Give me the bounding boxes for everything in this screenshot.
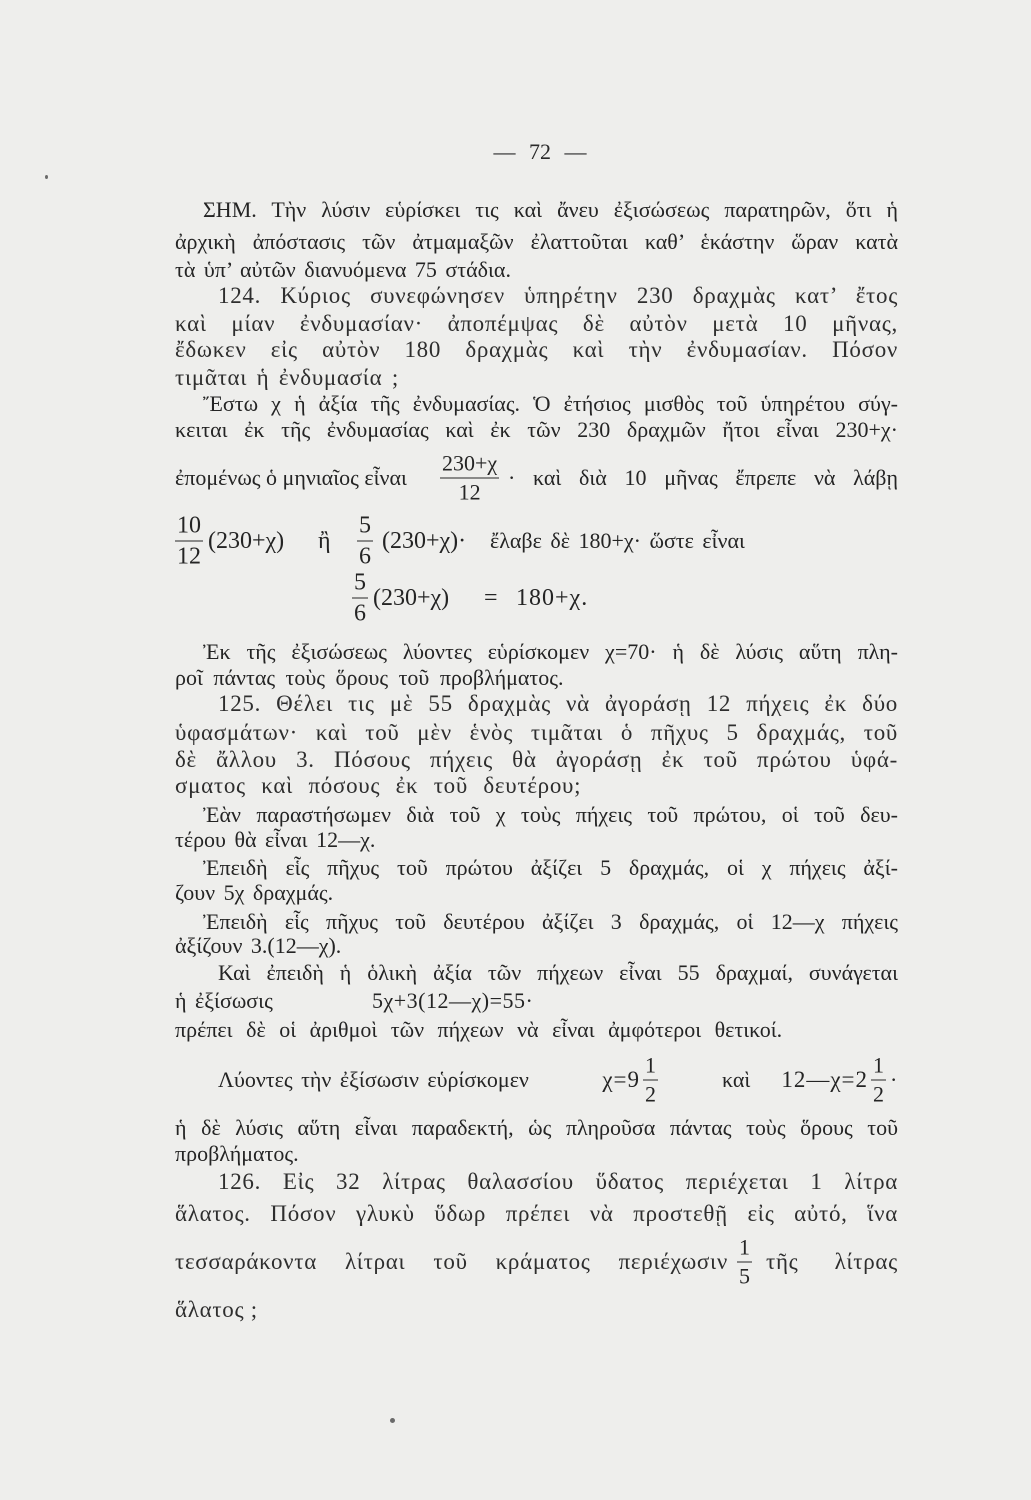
- fraction: [737, 1234, 752, 1289]
- problem-statement-line: 125. Θέλει τις μὲ 55 δραχμὰς νὰ ἀγοράσῃ 12 πήχεις ἐκ δύο: [218, 691, 898, 716]
- fraction-denominator: 5: [739, 1263, 750, 1289]
- problem-statement-line: 124. Κύριος συνεφώνησεν ὑπηρέτην 230 δραχμὰς κατ’ ἔτος: [218, 283, 898, 308]
- solution-line: ἡ ἐξίσωσις: [175, 988, 273, 1013]
- problem-statement-line: 126. Εἰς 32 λίτρας θαλασσίου ὕδατος περιέχεται 1 λίτρα: [218, 1169, 898, 1194]
- problem-statement-line: σματος καὶ πόσους ἐκ τοῦ δευτέρου;: [175, 773, 582, 798]
- text-segment: Λύοντες τὴν ἐξίσωσιν εὑρίσκομεν: [218, 1067, 529, 1092]
- equation: 5χ+3(12—χ)=55·: [372, 988, 534, 1013]
- note-line: τὰ ὑπ’ αὐτῶν διανυόμενα 75 στάδια.: [175, 257, 511, 282]
- solution-line: κειται ἐκ τῆς ἐνδυμασίας καὶ ἐκ τῶν 230 δραχμῶν ἤτοι εἶναι 230+χ·: [175, 417, 898, 442]
- equation-line: [0, 448, 1031, 508]
- fraction-numerator: 1: [643, 1055, 658, 1081]
- equation-line: [0, 1050, 1031, 1110]
- fraction-denominator: 12: [177, 543, 201, 570]
- text-segment: (230+χ): [373, 585, 450, 611]
- text-segment: τεσσαράκοντα λίτραι τοῦ κράματος περιέχωσιν: [175, 1249, 728, 1274]
- solution-line: ἡ δὲ λύσις αὕτη εἶναι παραδεκτή, ὡς πληροῦσα πάντας τοὺς ὅρους τοῦ: [175, 1115, 898, 1140]
- solution-line: Ἐὰν παραστήσωμεν διὰ τοῦ χ τοὺς πήχεις τοῦ πρώτου, οἱ τοῦ δευ-: [203, 802, 898, 827]
- fraction: [643, 1052, 658, 1107]
- fraction-numerator: 5: [357, 514, 373, 542]
- problem-statement-line: ὑφασμάτων· καὶ τοῦ μὲν ἑνὸς τιμᾶται ὁ πῆχυς 5 δραχμάς, τοῦ: [175, 720, 898, 745]
- text-segment: ·: [890, 1067, 898, 1092]
- solution-line: πρέπει δὲ οἱ ἀριθμοὶ τῶν πήχεων νὰ εἶναι ἀμφότεροι θετικοί.: [175, 1017, 783, 1042]
- solution-line: ἀξίζουν 3.(12—χ).: [175, 933, 342, 958]
- fraction-numerator: 10: [175, 514, 203, 542]
- text-segment: καὶ: [722, 1067, 751, 1092]
- text-segment: ἐπομένως ὁ μηνιαῖος εἶναι: [175, 465, 407, 490]
- solution-line: ζουν 5χ δραχμάς.: [175, 880, 334, 905]
- text-segment: 12—χ=2: [781, 1067, 868, 1092]
- note-line: ΣΗΜ. Τὴν λύσιν εὑρίσκει τις καὶ ἄνευ ἐξισώσεως παρατηρῶν, ὅτι ἡ: [203, 197, 898, 222]
- solution-line: Ἔστω χ ἡ ἀξία τῆς ἐνδυμασίας. Ὁ ἐτήσιος μισθὸς τοῦ ὑπηρέτου σύγ-: [203, 391, 898, 416]
- fraction: [871, 1052, 886, 1107]
- fraction-numerator: 1: [737, 1237, 752, 1263]
- fraction-numerator: 1: [871, 1055, 886, 1081]
- problem-statement-line: τιμᾶται ἡ ἐνδυμασία ;: [175, 365, 399, 390]
- text-segment: (230+χ)·: [382, 528, 467, 554]
- text-segment: ἢ: [318, 528, 331, 554]
- fraction-denominator: 6: [359, 543, 371, 570]
- fraction: [440, 450, 499, 505]
- problem-statement-line: ἅλατος ;: [175, 1297, 258, 1322]
- text-segment: 180+χ.: [516, 585, 589, 611]
- fraction-denominator: 12: [458, 479, 481, 505]
- fraction: [175, 514, 203, 569]
- problem-statement-line: ἅλατος. Πόσον γλυκὺ ὕδωρ πρέπει νὰ προστεθῇ εἰς αὐτό, ἵνα: [175, 1201, 898, 1226]
- scan-speck: [45, 175, 48, 179]
- fraction-numerator: 230+χ: [440, 453, 499, 479]
- text-segment: χ=9: [602, 1067, 640, 1092]
- fraction-denominator: 2: [873, 1081, 884, 1107]
- solution-line: Ἐπειδὴ εἷς πῆχυς τοῦ πρώτου ἀξίζει 5 δραχμάς, οἱ χ πήχεις ἀξί-: [203, 855, 898, 880]
- solution-line: Ἐπειδὴ εἷς πῆχυς τοῦ δευτέρου ἀξίζει 3 δραχμάς, οἱ 12—χ πήχεις: [203, 909, 898, 934]
- fraction-numerator: 5: [352, 571, 368, 599]
- equation-line: [0, 511, 1031, 571]
- equals-sign: =: [484, 585, 498, 611]
- solution-line: Καὶ ἐπειδὴ ἡ ὁλικὴ ἀξία τῶν πήχεων εἶναι 55 δραχμαί, συνάγεται: [218, 960, 898, 985]
- fraction: [352, 571, 368, 626]
- problem-statement-line: καὶ μίαν ἐνδυμασίαν· ἀποπέμψας δὲ αὐτὸν μετὰ 10 μῆνας,: [175, 311, 898, 336]
- solution-line: προβλήματος.: [175, 1141, 299, 1166]
- page-number: — 72 —: [493, 139, 587, 164]
- text-segment: · καὶ διὰ 10 μῆνας ἔπρεπε νὰ λάβῃ: [508, 465, 898, 490]
- fraction-denominator: 6: [354, 600, 366, 627]
- text-segment: τῆς λίτρας: [766, 1249, 898, 1274]
- problem-statement-line: ἔδωκεν εἰς αὐτὸν 180 δραχμὰς καὶ τὴν ἐνδυμασίαν. Πόσον: [175, 337, 898, 362]
- fraction: [357, 514, 373, 569]
- note-line: ἀρχικὴ ἀπόστασις τῶν ἀτμαμαξῶν ἐλαττοῦται καθ’ ἑκάστην ὥραν κατὰ: [175, 229, 898, 254]
- solution-line: τέρου θὰ εἶναι 12—χ.: [175, 827, 376, 852]
- solution-line: ροῖ πάντας τοὺς ὅρους τοῦ προβλήματος.: [175, 665, 564, 690]
- text-segment: (230+χ): [208, 528, 285, 554]
- solution-line: Ἐκ τῆς ἐξισώσεως λύοντες εὑρίσκομεν χ=70· ἡ δὲ λύσις αὕτη πλη-: [203, 639, 898, 664]
- text-segment: ἔλαβε δὲ 180+χ· ὥστε εἶναι: [490, 528, 745, 553]
- equation-line: [0, 568, 1031, 628]
- fraction-denominator: 2: [645, 1081, 656, 1107]
- equation-line: [0, 1232, 1031, 1292]
- problem-statement-line: δὲ ἄλλου 3. Πόσους πήχεις θὰ ἀγοράσῃ ἐκ τοῦ πρώτου ὑφά-: [175, 747, 898, 772]
- scan-speck: [390, 1418, 395, 1423]
